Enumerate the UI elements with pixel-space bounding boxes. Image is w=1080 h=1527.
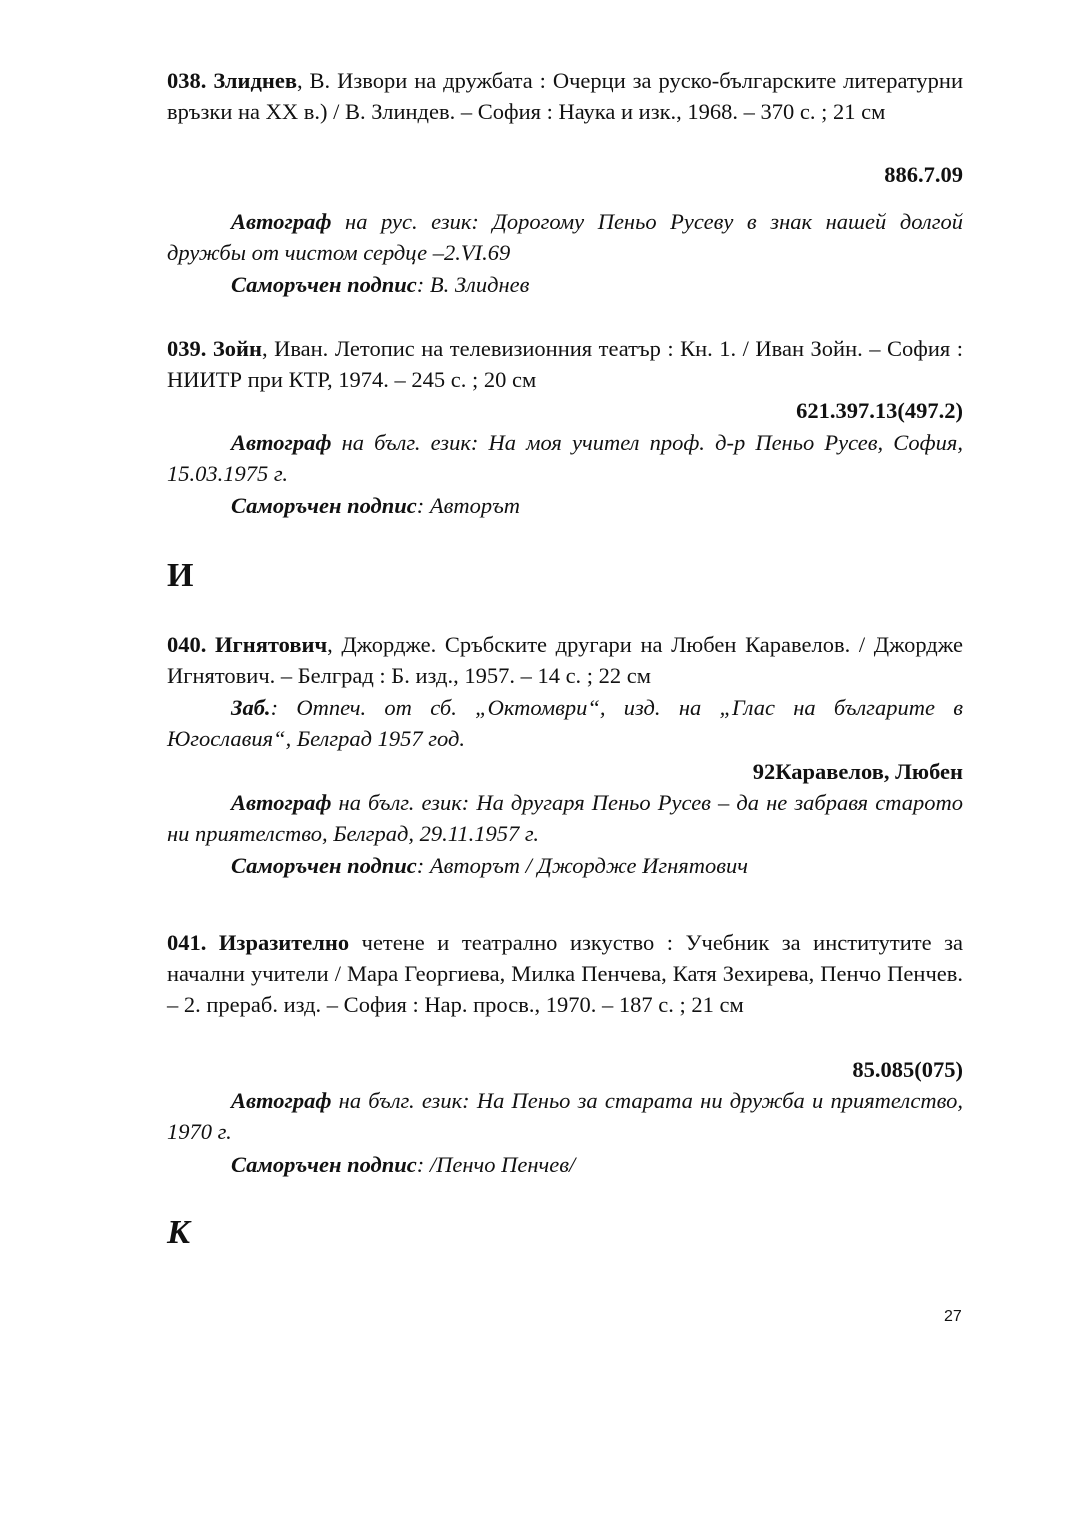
entry-039-description [167,333,963,395]
entry-number: 041. [167,930,207,955]
signature-text: : Авторът [416,493,521,518]
entry-number: 039. [167,336,207,361]
signature-text: : Авторът / Джордже Игнятович [416,853,748,878]
autograph-text: на бълг. език: На другаря Пеньо Русев – да не забравя старото ни приятелство, Белград, 29.11.1957 г. [167,790,963,846]
autograph-text: на бълг. език: На Пеньо за старата ни дружба и приятелство, 1970 г. [167,1088,963,1144]
entry-039-signature [231,490,520,521]
autograph-label: Автограф [231,430,332,455]
entry-description-text: , Иван. Летопис на телевизионния театър : Кн. 1. / Иван Зойн. – София : НИИТР при КТР, 1974. – 245 с. ; 20 см [167,336,964,392]
entry-038-udc: 886.7.09 [884,162,963,187]
autograph-text: на рус. език: Дорогому Пеньо Русеву в знак нашей долгой дружбы от чистом сердце –2.VI.69 [167,209,963,265]
entry-description-text: , В. Извори на дружбата : Очерци за руско-българските литературни връзки на XX в.) / В. Злиндев. – София : Наука и изк., 1968. – 370 с. ; 21 см [167,68,964,124]
autograph-text: на бълг. език: На моя учител проф. д-р Пеньо Русев, София, 15.03.1975 г. [167,430,963,486]
signature-label: Саморъчен подпис [231,853,417,878]
signature-label: Саморъчен подпис [231,493,417,518]
entry-description-text: , Джордже. Сръбските другари на Любен Каравелов. / Джордже Игнятович. – Белград : Б. изд., 1957. – 14 с. ; 22 см [167,632,963,688]
entry-author: Изразително [218,930,350,955]
entry-author: Зойн [212,336,262,361]
page-number: 27 [944,1308,962,1325]
autograph-label: Автограф [231,1088,332,1113]
entry-041-autograph [167,1085,963,1147]
entry-040-udc: 92Каравелов, Любен [752,759,963,784]
entry-number: 038. [167,68,207,93]
signature-label: Саморъчен подпис [231,272,417,297]
entry-041-udc: 85.085(075) [852,1057,963,1082]
entry-041-signature [231,1149,575,1180]
signature-text: : /Пенчо Пенчев/ [416,1152,576,1177]
signature-text: : В. Злиднев [416,272,530,297]
entry-author: Игнятович [215,632,328,657]
entry-040-note [167,692,963,754]
entry-041-description [167,927,963,1020]
signature-label: Саморъчен подпис [231,1152,417,1177]
section-letter-i: И [167,557,194,594]
entry-039-autograph [167,427,963,489]
entry-040-autograph [167,787,963,849]
entry-038-description [167,65,963,127]
entry-038-signature [231,269,529,300]
entry-author: Злиднев [213,68,297,93]
entry-description-text: четене и театрално изкуство : Учебник за институтите за начални учители / Мара Георгиева, Милка Пенчева, Катя Зехирева, Пенчо Пенчев. – 2. прераб. изд. – София : Нар. просв., 1970. – 187 с. ; 21 см [167,930,964,1017]
entry-040-description [167,629,963,691]
autograph-label: Автограф [231,790,332,815]
entry-number: 040. [167,632,207,657]
autograph-label: Автограф [231,209,332,234]
entry-040-signature [231,850,748,881]
note-text: : Отпеч. от сб. „Октомври“, изд. на „Глас на българите в Югославия“, Белград 1957 год. [167,695,963,751]
entry-038-autograph [167,206,963,268]
section-letter-k: К [167,1214,191,1251]
note-label: Заб. [231,695,271,720]
entry-039-udc: 621.397.13(497.2) [796,398,963,423]
